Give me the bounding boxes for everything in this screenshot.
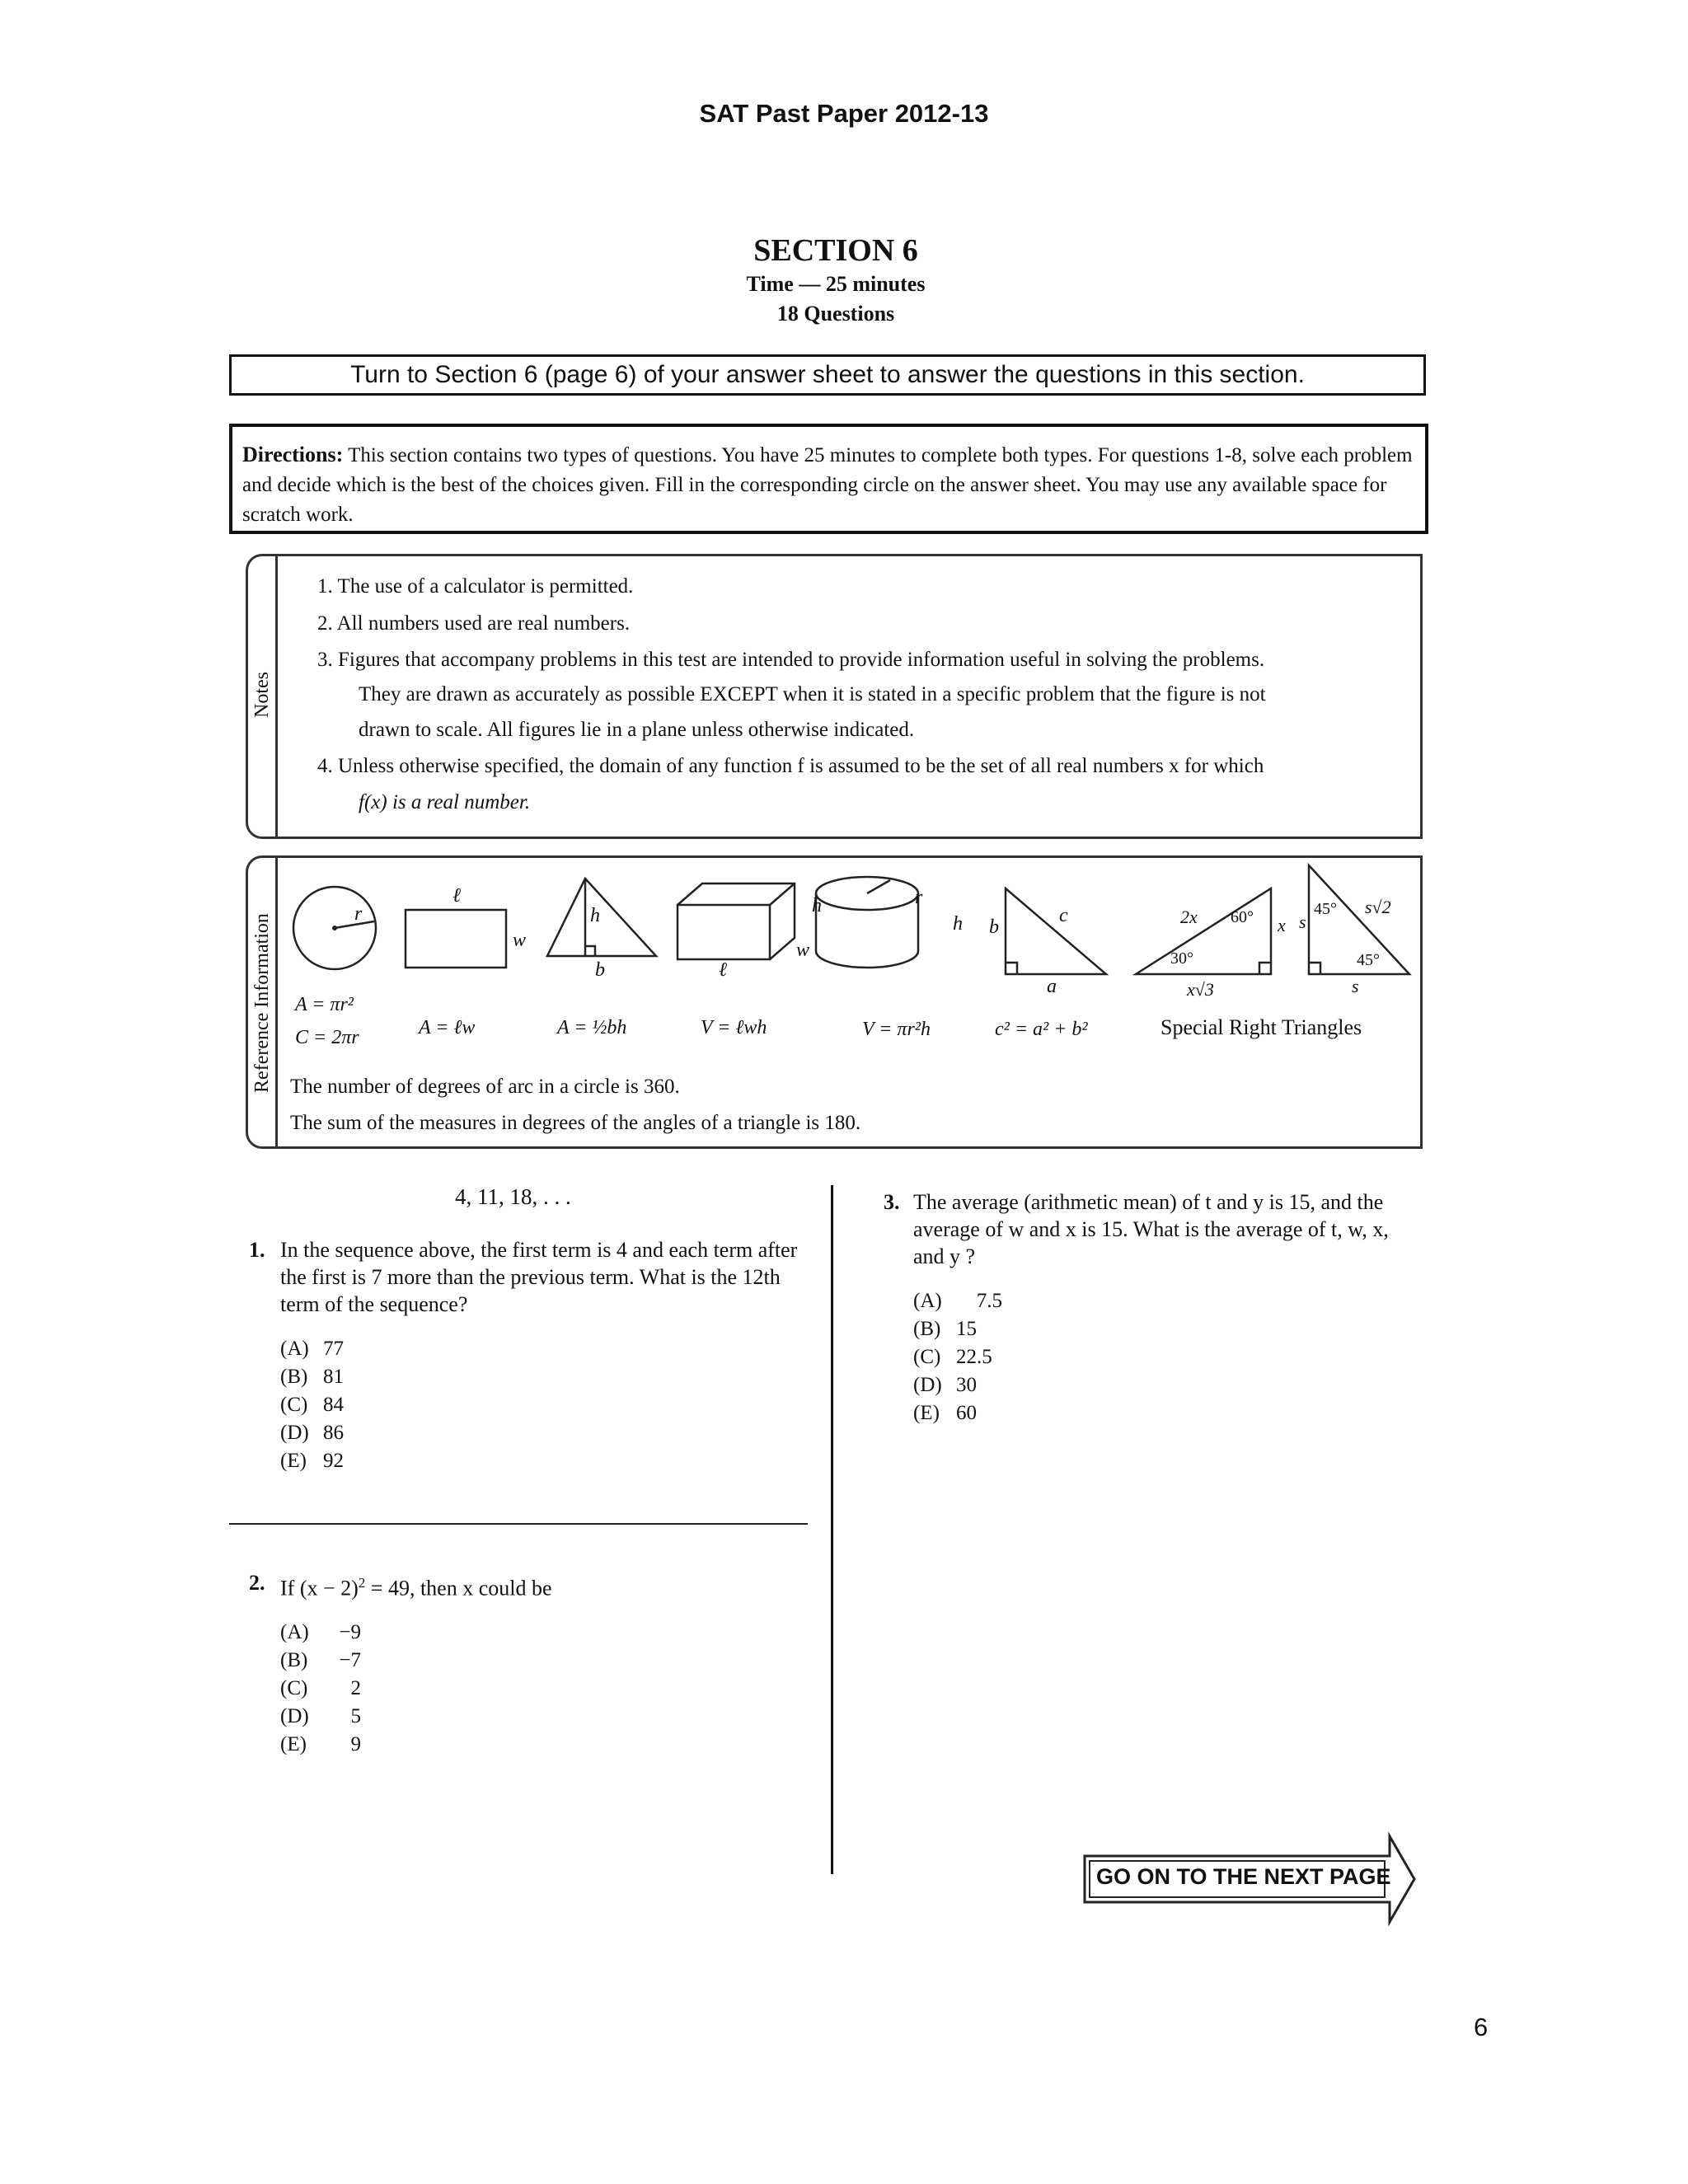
box-l-label: ℓ [719, 959, 727, 981]
note-line-2: 2. All numbers used are real numbers. [317, 612, 631, 635]
choice-letter: (D) [913, 1374, 942, 1396]
choice-letter: (E) [280, 1733, 307, 1755]
choice-letter: (E) [913, 1402, 940, 1424]
t45-s1-label: s [1299, 912, 1306, 932]
t30-hyp-label: 2x [1180, 907, 1198, 927]
choice-letter: (D) [280, 1422, 309, 1444]
directions-box [229, 424, 1428, 534]
q3-text: The average (arithmetic mean) of t and y is 15, and the average of w and x is 15. What is the average of t, w, x, and y ? [913, 1190, 1389, 1268]
box-w-label: w [796, 940, 810, 961]
section-title: SECTION 6 [753, 233, 918, 268]
q2-choice[interactable] [280, 1703, 361, 1731]
box-volume-formula: V = ℓwh [701, 1017, 767, 1038]
choice-letter: (C) [280, 1677, 308, 1699]
t30-short-label: x [1278, 915, 1286, 935]
next-page-label: GO ON TO THE NEXT PAGE [1096, 1864, 1391, 1889]
choice-value: −7 [339, 1649, 361, 1671]
q1-choice[interactable] [280, 1335, 366, 1363]
turn-to-section-box: Turn to Section 6 (page 6) of your answer sheet to answer the questions in this section. [229, 354, 1426, 396]
page-header: SAT Past Paper 2012-13 [699, 99, 989, 128]
choice-value: 84 [323, 1394, 344, 1416]
choice-value: 81 [323, 1366, 344, 1388]
tri-h-label: h [590, 905, 600, 926]
q1-sequence: 4, 11, 18, . . . [455, 1184, 571, 1209]
tri-b-label: b [595, 959, 605, 981]
choice-letter: (A) [280, 1338, 309, 1360]
cyl-volume-formula: V = πr²h [862, 1019, 931, 1040]
q2-choice[interactable] [280, 1675, 361, 1703]
choice-value: 7.5 [976, 1290, 1002, 1312]
q2-text [280, 1569, 552, 1602]
fact-triangle-angles: The sum of the measures in degrees of the angles of a triangle is 180. [290, 1112, 861, 1134]
note-line-3c: drawn to scale. All figures lie in a plane unless otherwise indicated. [359, 719, 915, 741]
triangle-right-angle [585, 946, 595, 956]
rt-c-label: c [1059, 905, 1068, 926]
choice-letter: (B) [280, 1366, 308, 1388]
cyl-r-label: r [915, 887, 923, 908]
q3-choices [913, 1287, 1002, 1427]
choice-value: 60 [956, 1402, 977, 1424]
box-back [678, 883, 795, 959]
choice-letter: (E) [280, 1450, 307, 1472]
note-line-3: 3. Figures that accompany problems in this test are intended to provide information useful in solving the problems. [317, 649, 1265, 671]
note-line-1: 1. The use of a calculator is permitted. [317, 575, 634, 598]
triangle-30-60-90-corner [1259, 963, 1271, 974]
rect-l-label: ℓ [452, 885, 461, 907]
q2-text-b: = 49, then x could be [365, 1576, 552, 1601]
box-front [678, 905, 770, 959]
choice-value: 15 [956, 1318, 977, 1340]
triangle-figure [547, 879, 656, 956]
q1-text: In the sequence above, the first term is 4 and each term after the first is 7 more than the previous term. What is the 12th term of the sequence? [280, 1238, 798, 1316]
cyl-h-label: h [953, 913, 963, 935]
note-line-3b: They are drawn as accurately as possible EXCEPT when it is stated in a specific problem that the figure is not [359, 683, 1266, 705]
q2-choice[interactable] [280, 1647, 361, 1675]
box-edge [770, 883, 795, 905]
rt-b-label: b [989, 916, 999, 938]
circle-area-formula: A = πr² [295, 994, 354, 1015]
choice-value: 22.5 [956, 1346, 992, 1368]
cylinder-radius [867, 880, 890, 893]
note-line-4b: f(x) is a real number. [359, 791, 531, 813]
t45-a1-angle: 45° [1314, 900, 1337, 918]
q1-choice[interactable] [280, 1447, 366, 1475]
q3-choice[interactable] [913, 1399, 1002, 1427]
directions-text: This section contains two types of questions. You have 25 minutes to complete both types. For questions 1-8, solve each problem and decide which is the best of the choices given. Fill in the corresponding circle on the answer sheet. You may use any available space for scratch work. [242, 444, 1413, 526]
t45-a2-angle: 45° [1357, 951, 1380, 969]
q1-choice[interactable] [280, 1391, 366, 1419]
choice-letter: (A) [913, 1290, 942, 1312]
choice-value: 77 [323, 1338, 344, 1360]
choice-letter: (A) [280, 1621, 309, 1643]
t30-long-label: x√3 [1187, 979, 1214, 1000]
column-divider [831, 1185, 833, 1874]
q2-number: 2. [249, 1571, 265, 1595]
fact-circle-degrees: The number of degrees of arc in a circle is 360. [290, 1076, 680, 1098]
choice-value: 30 [956, 1374, 977, 1396]
choice-value: 92 [323, 1450, 344, 1472]
q2-exponent: 2 [358, 1575, 366, 1591]
special-triangles-label: Special Right Triangles [1160, 1015, 1362, 1039]
right-triangle-figure [1006, 888, 1106, 974]
right-triangle-corner [1006, 963, 1017, 974]
box-h-label: h [812, 895, 822, 916]
q1-choice[interactable] [280, 1419, 366, 1447]
choice-value: −9 [339, 1621, 361, 1643]
rectangle-figure [406, 910, 506, 968]
q3-choice[interactable] [913, 1343, 1002, 1371]
section-time: Time — 25 minutes [746, 272, 926, 296]
t45-hyp-label: s√2 [1365, 897, 1391, 917]
triangle-45-corner [1309, 963, 1320, 974]
t45-s2-label: s [1352, 976, 1359, 996]
rect-area-formula: A = ℓw [419, 1017, 476, 1038]
choice-letter: (C) [913, 1346, 941, 1368]
section-question-count: 18 Questions [776, 302, 895, 326]
q3-number: 3. [884, 1190, 900, 1214]
note-line-4: 4. Unless otherwise specified, the domain of any function f is assumed to be the set of all real numbers x for which [317, 755, 1264, 777]
directions-label: Directions: [242, 443, 344, 466]
q3-choice[interactable] [913, 1287, 1002, 1315]
circle-circumference-formula: C = 2πr [295, 1027, 359, 1048]
q3-choice[interactable] [913, 1315, 1002, 1343]
circle-r-label: r [354, 903, 363, 925]
q1-choices [280, 1335, 366, 1475]
question-divider [229, 1523, 808, 1525]
q2-text-a: If (x − 2) [280, 1576, 359, 1601]
choice-letter: (D) [280, 1705, 309, 1727]
choice-letter: (B) [280, 1649, 308, 1671]
triangle-30-60-90 [1136, 888, 1271, 974]
circle-center [332, 926, 337, 930]
choice-value: 2 [350, 1677, 361, 1699]
choice-letter: (C) [280, 1394, 308, 1416]
rt-pythagorean-formula: c² = a² + b² [995, 1019, 1088, 1040]
q3-choice[interactable] [913, 1371, 1002, 1399]
cylinder-bottom [816, 951, 918, 968]
q1-number: 1. [249, 1238, 265, 1262]
q1-choice[interactable] [280, 1363, 366, 1391]
reference-label: Reference Information [251, 913, 273, 1093]
q2-choice[interactable] [280, 1731, 361, 1759]
rect-w-label: w [513, 930, 527, 951]
notes-label: Notes [251, 672, 273, 718]
rt-a-label: a [1047, 976, 1057, 997]
choice-value: 86 [323, 1422, 344, 1444]
t30-60-angle: 60° [1231, 908, 1254, 926]
choice-value: 5 [350, 1705, 361, 1727]
reference-figures [275, 855, 1423, 1149]
tri-area-formula: A = ½bh [557, 1017, 627, 1038]
choice-letter: (B) [913, 1318, 941, 1340]
choice-value: 9 [350, 1733, 361, 1755]
t30-30-angle: 30° [1170, 949, 1193, 968]
q2-choices [280, 1619, 361, 1759]
page-number: 6 [1474, 2013, 1489, 2041]
q2-choice[interactable] [280, 1619, 361, 1647]
